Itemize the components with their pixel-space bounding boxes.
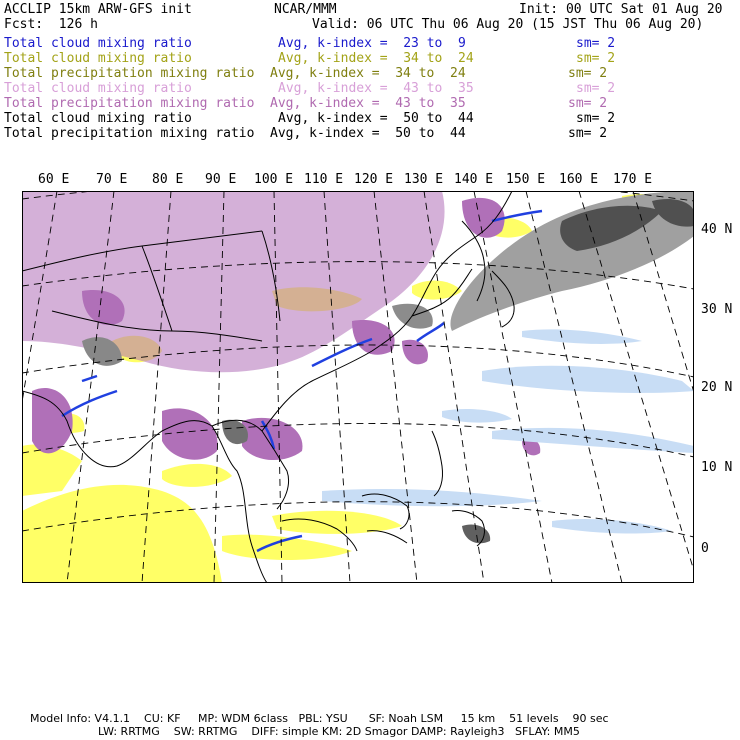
model-info-line2: LW: RRTMG SW: RRTMG DIFF: simple KM: 2D Smagor DAMP: Rayleigh3 SFLAY: MM5 bbox=[98, 725, 580, 738]
valid-time: Valid: 06 UTC Thu 06 Aug 20 (15 JST Thu 06 Aug 20) bbox=[312, 17, 704, 32]
field-avg-4: Avg, k-index = 43 to 35 bbox=[278, 81, 474, 96]
field-sm-4: sm= 2 bbox=[576, 81, 616, 96]
forecast-hour: Fcst: 126 h bbox=[4, 17, 98, 32]
field-name-5: Total precipitation mixing ratio bbox=[4, 96, 255, 111]
field-avg-3: Avg, k-index = 34 to 24 bbox=[270, 66, 466, 81]
lat-label: 20 N bbox=[701, 380, 733, 395]
lon-label: 80 E bbox=[152, 172, 184, 187]
field-sm-6: sm= 2 bbox=[576, 111, 616, 126]
field-sm-7: sm= 2 bbox=[568, 126, 608, 141]
lon-label: 130 E bbox=[404, 172, 444, 187]
field-name-1: Total cloud mixing ratio bbox=[4, 36, 192, 51]
lon-label: 100 E bbox=[254, 172, 294, 187]
plot-title: ACCLIP 15km ARW-GFS init bbox=[4, 2, 192, 17]
lat-label: 40 N bbox=[701, 222, 733, 237]
lat-label: 10 N bbox=[701, 460, 733, 475]
field-name-2: Total cloud mixing ratio bbox=[4, 51, 192, 66]
model-info-line1: Model Info: V4.1.1 CU: KF MP: WDM 6class PBL: YSU SF: Noah LSM 15 km 51 levels 90 sec bbox=[30, 712, 609, 725]
field-name-6: Total cloud mixing ratio bbox=[4, 111, 192, 126]
field-avg-2: Avg, k-index = 34 to 24 bbox=[278, 51, 474, 66]
field-avg-5: Avg, k-index = 43 to 35 bbox=[270, 96, 466, 111]
lon-label: 60 E bbox=[38, 172, 70, 187]
lon-label: 120 E bbox=[354, 172, 394, 187]
lon-label: 90 E bbox=[205, 172, 237, 187]
field-sm-2: sm= 2 bbox=[576, 51, 616, 66]
lon-label: 140 E bbox=[454, 172, 494, 187]
field-avg-7: Avg, k-index = 50 to 44 bbox=[270, 126, 466, 141]
field-sm-3: sm= 2 bbox=[568, 66, 608, 81]
field-avg-1: Avg, k-index = 23 to 9 bbox=[278, 36, 466, 51]
lat-label: 30 N bbox=[701, 302, 733, 317]
map-panel[interactable] bbox=[22, 191, 694, 583]
lat-label: 0 bbox=[701, 541, 709, 556]
lon-label: 70 E bbox=[96, 172, 128, 187]
field-name-7: Total precipitation mixing ratio bbox=[4, 126, 255, 141]
lon-label: 150 E bbox=[506, 172, 546, 187]
lon-label: 160 E bbox=[559, 172, 599, 187]
field-name-4: Total cloud mixing ratio bbox=[4, 81, 192, 96]
center-label: NCAR/MMM bbox=[274, 2, 337, 17]
field-name-3: Total precipitation mixing ratio bbox=[4, 66, 255, 81]
field-avg-6: Avg, k-index = 50 to 44 bbox=[278, 111, 474, 126]
lon-label: 170 E bbox=[613, 172, 653, 187]
field-sm-1: sm= 2 bbox=[576, 36, 616, 51]
init-time: Init: 00 UTC Sat 01 Aug 20 bbox=[519, 2, 723, 17]
lon-label: 110 E bbox=[304, 172, 344, 187]
field-sm-5: sm= 2 bbox=[568, 96, 608, 111]
